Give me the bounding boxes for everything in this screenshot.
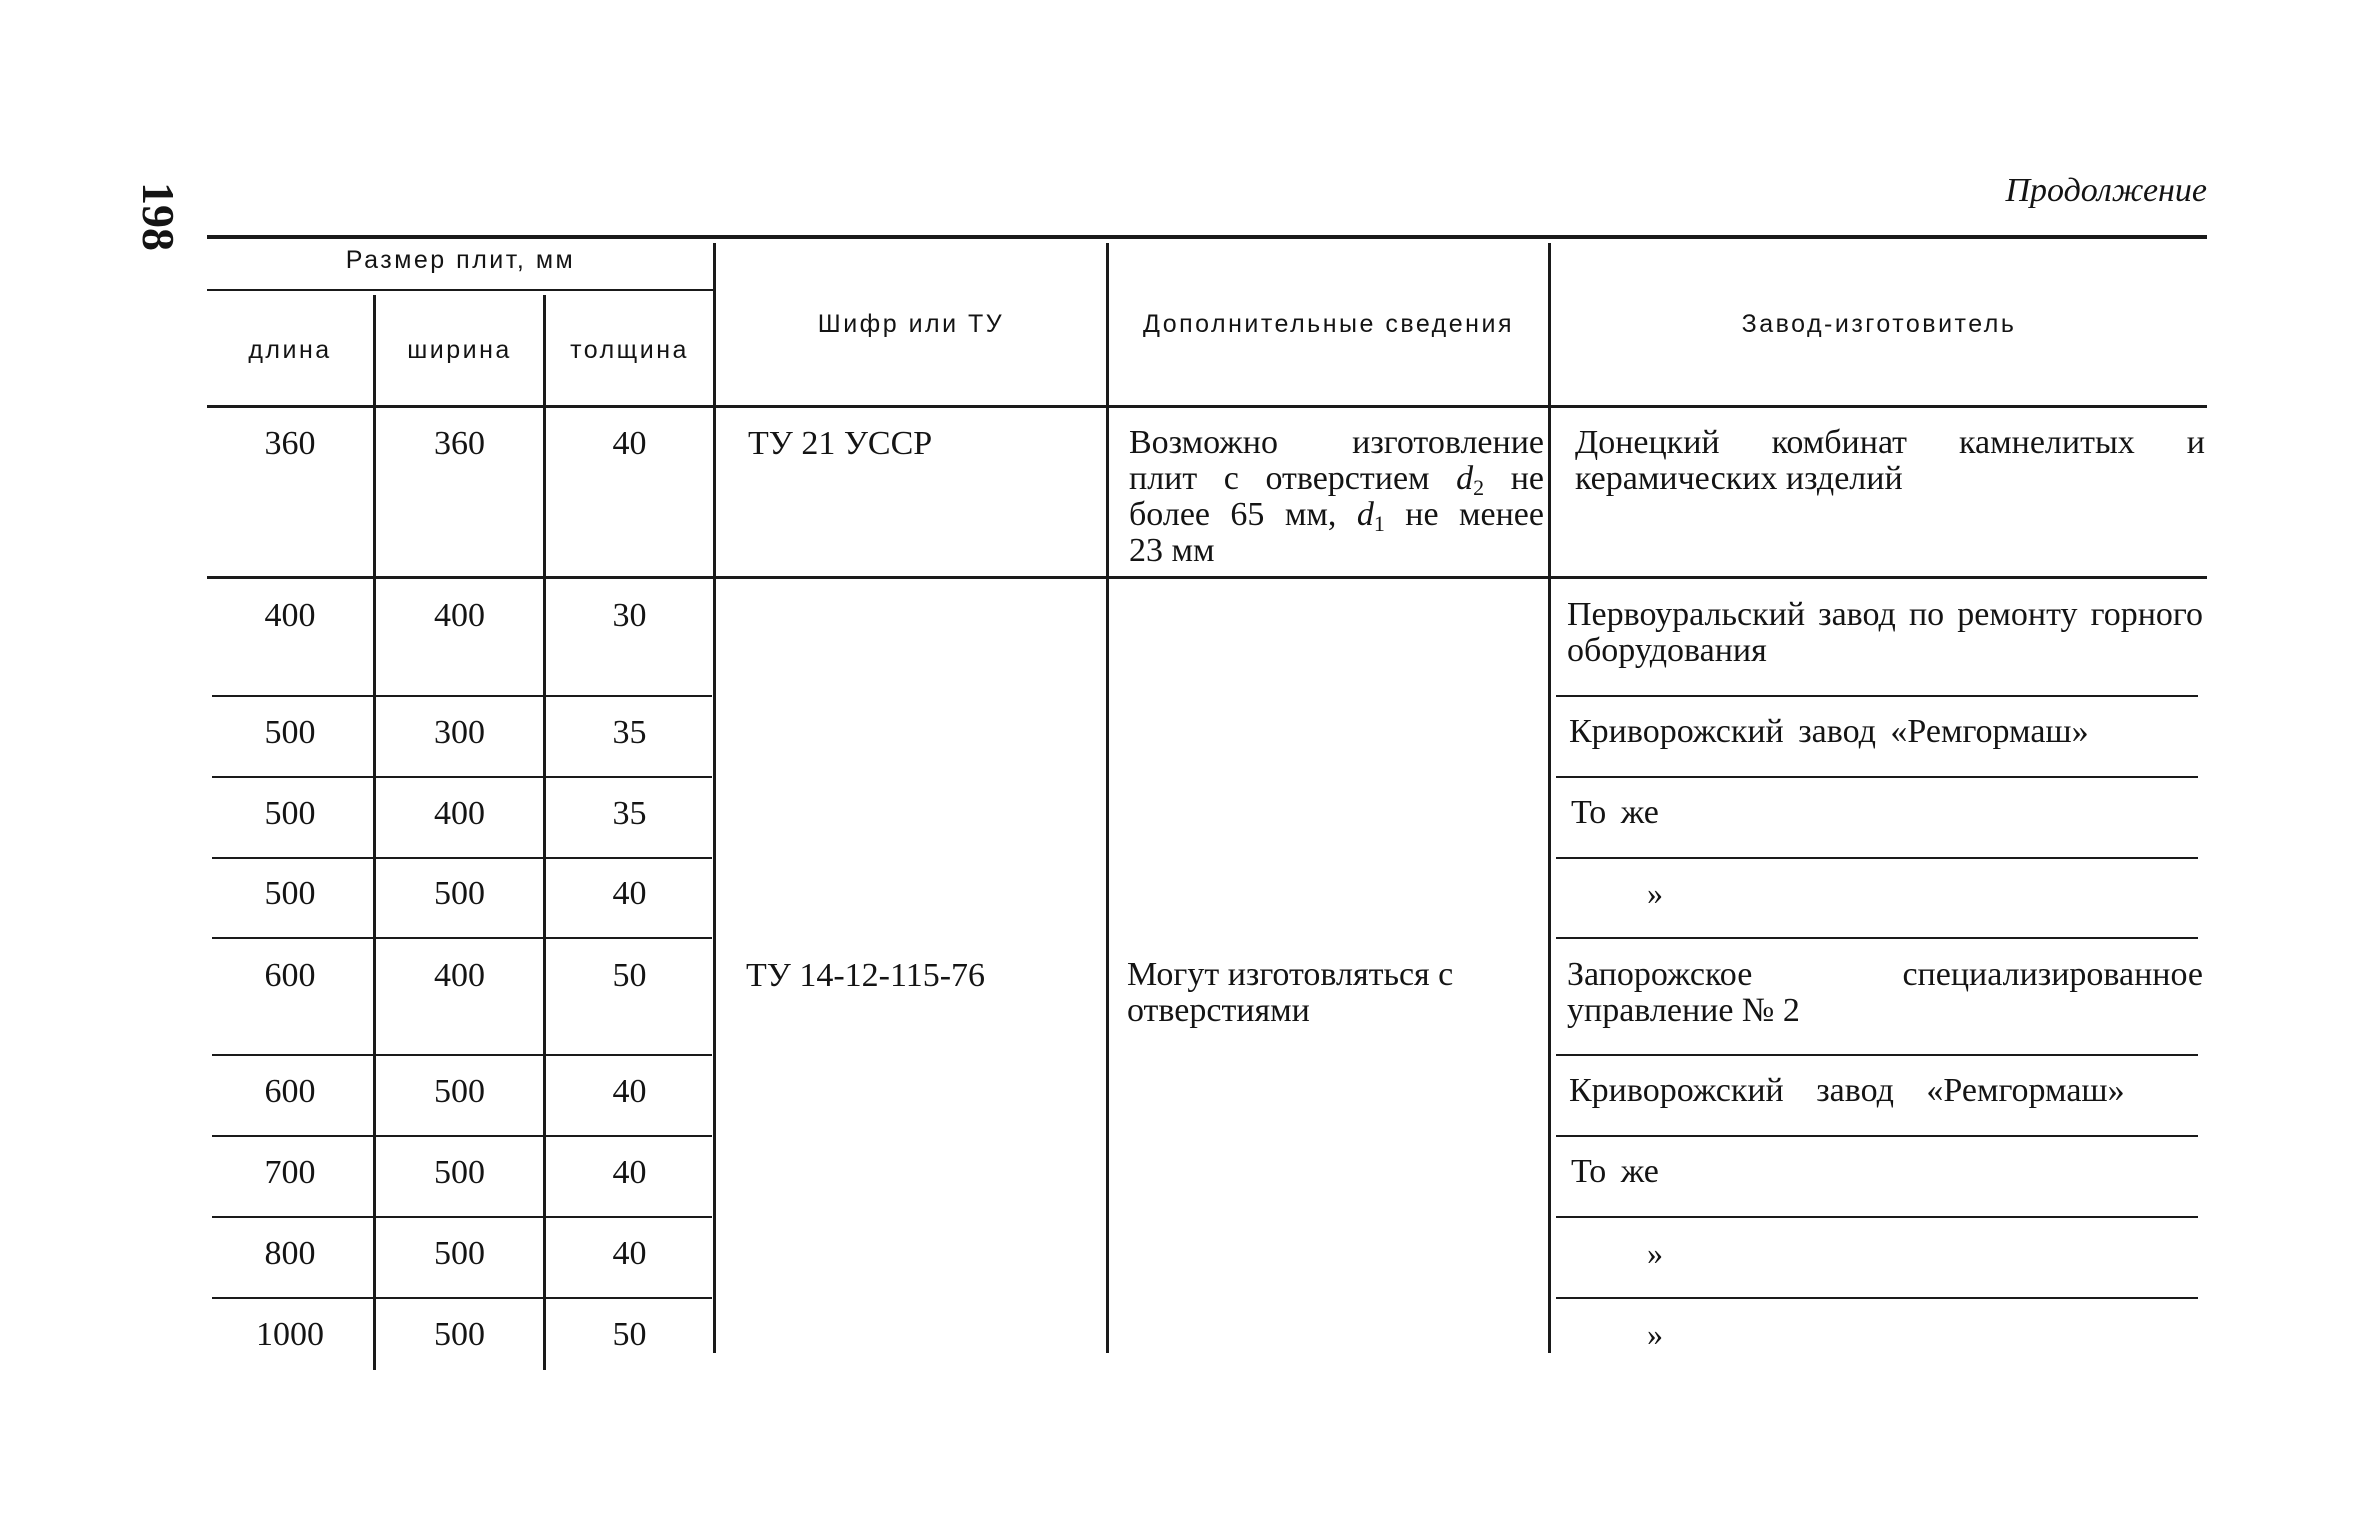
d1-subscript: 1 <box>1373 511 1385 536</box>
d2-symbol: d <box>1456 460 1474 497</box>
header-code: Шифр или ТУ <box>817 310 1005 338</box>
column-divider-thickness-code <box>713 243 716 1353</box>
row-3-width: 400 <box>434 795 485 832</box>
first-row-width: 360 <box>434 425 485 462</box>
first-row-manufacturer: Донецкий комбинат камнелитых и керамических изделий <box>1575 424 2205 497</box>
d2-subscript: 2 <box>1473 475 1485 500</box>
row-1-width: 400 <box>434 597 485 634</box>
row-5-width: 400 <box>434 957 485 994</box>
row-1-manufacturer: Первоуральский завод по ремонту горного оборудования <box>1567 596 2203 669</box>
row-7-thickness: 40 <box>612 1154 647 1191</box>
row-9-width: 500 <box>434 1316 485 1353</box>
row-6-thickness: 40 <box>612 1073 647 1110</box>
header-bottom-rule <box>207 405 2207 408</box>
header-length: длина <box>248 336 332 364</box>
continuation-label: Продолжение <box>2005 172 2207 209</box>
extra-text: не <box>1484 460 1544 497</box>
row-3-manufacturer: То же <box>1571 794 1659 831</box>
d1-symbol: d <box>1356 496 1374 533</box>
first-row-thickness: 40 <box>612 425 647 462</box>
extra-text: 23 мм <box>1129 532 1215 569</box>
row-8-length: 800 <box>264 1235 316 1272</box>
row-separator <box>212 1297 712 1299</box>
row-2-manufacturer: Криворожский завод «Ремгормаш» <box>1569 713 2089 750</box>
row-1-thickness: 30 <box>612 597 647 634</box>
header-extra-info: Дополнительные сведения <box>1142 310 1514 338</box>
row-9-thickness: 50 <box>612 1316 647 1353</box>
row-5-thickness: 50 <box>612 957 647 994</box>
row-5-length: 600 <box>264 957 316 994</box>
group-code: ТУ 14-12-115-76 <box>746 957 986 994</box>
table-top-rule <box>207 235 2207 239</box>
manufacturer-separator <box>1556 1054 2198 1056</box>
row-7-width: 500 <box>434 1154 485 1191</box>
row-2-thickness: 35 <box>612 714 647 751</box>
header-thickness: толщина <box>570 336 689 364</box>
row-separator <box>212 1216 712 1218</box>
row-5-manufacturer: Запорожское специализированное управление № 2 <box>1567 956 2203 1029</box>
header-size-group: Размер плит, мм <box>345 246 576 274</box>
row-8-thickness: 40 <box>612 1235 647 1272</box>
first-row-bottom-rule <box>207 576 2207 579</box>
header-manufacturer: Завод-изготовитель <box>1741 310 2017 338</box>
row-9-manufacturer-ditto: » <box>1647 1316 1663 1352</box>
row-8-manufacturer-ditto: » <box>1647 1235 1663 1271</box>
page-number: 198 <box>133 182 184 251</box>
extra-text: плит с отверстием <box>1129 460 1457 497</box>
row-2-length: 500 <box>264 714 316 751</box>
first-row-length: 360 <box>264 425 316 462</box>
column-divider-extra-manufacturer <box>1548 243 1551 1353</box>
extra-line <box>1129 533 1544 569</box>
row-separator <box>212 857 712 859</box>
row-2-width: 300 <box>434 714 485 751</box>
first-row-extra-info <box>1129 425 1544 569</box>
row-3-length: 500 <box>264 795 316 832</box>
column-divider-code-extra <box>1106 243 1109 1353</box>
manufacturer-separator <box>1556 857 2198 859</box>
group-extra-info: Могут изготовляться с отверстиями <box>1127 956 1454 1029</box>
row-7-manufacturer: То же <box>1571 1153 1659 1190</box>
row-4-width: 500 <box>434 875 485 912</box>
row-8-width: 500 <box>434 1235 485 1272</box>
manufacturer-separator <box>1556 1216 2198 1218</box>
row-4-manufacturer-ditto: » <box>1647 875 1663 911</box>
extra-text: не менее <box>1384 496 1544 533</box>
manufacturer-separator <box>1556 1135 2198 1137</box>
row-4-thickness: 40 <box>612 875 647 912</box>
manufacturer-separator <box>1556 695 2198 697</box>
row-4-length: 500 <box>264 875 316 912</box>
manufacturer-separator <box>1556 937 2198 939</box>
extra-line <box>1129 425 1544 461</box>
row-1-length: 400 <box>264 597 316 634</box>
row-6-manufacturer: Криворожский завод «Ремгормаш» <box>1569 1072 2125 1109</box>
manufacturer-separator <box>1556 1297 2198 1299</box>
extra-text: более 65 мм, <box>1129 496 1357 533</box>
header-width: ширина <box>407 336 512 364</box>
extra-line <box>1129 460 1544 500</box>
row-6-width: 500 <box>434 1073 485 1110</box>
row-3-thickness: 35 <box>612 795 647 832</box>
manufacturer-separator <box>1556 776 2198 778</box>
row-separator <box>212 1054 712 1056</box>
row-9-length: 1000 <box>256 1316 324 1353</box>
row-6-length: 600 <box>264 1073 316 1110</box>
row-separator <box>212 695 712 697</box>
row-separator <box>212 1135 712 1137</box>
extra-line <box>1129 496 1544 536</box>
row-separator <box>212 776 712 778</box>
row-7-length: 700 <box>264 1154 316 1191</box>
size-group-underline <box>207 289 714 291</box>
row-separator <box>212 937 712 939</box>
extra-text: Возможно изготовление <box>1129 424 1544 461</box>
first-row-code: ТУ 21 УССР <box>748 425 933 462</box>
